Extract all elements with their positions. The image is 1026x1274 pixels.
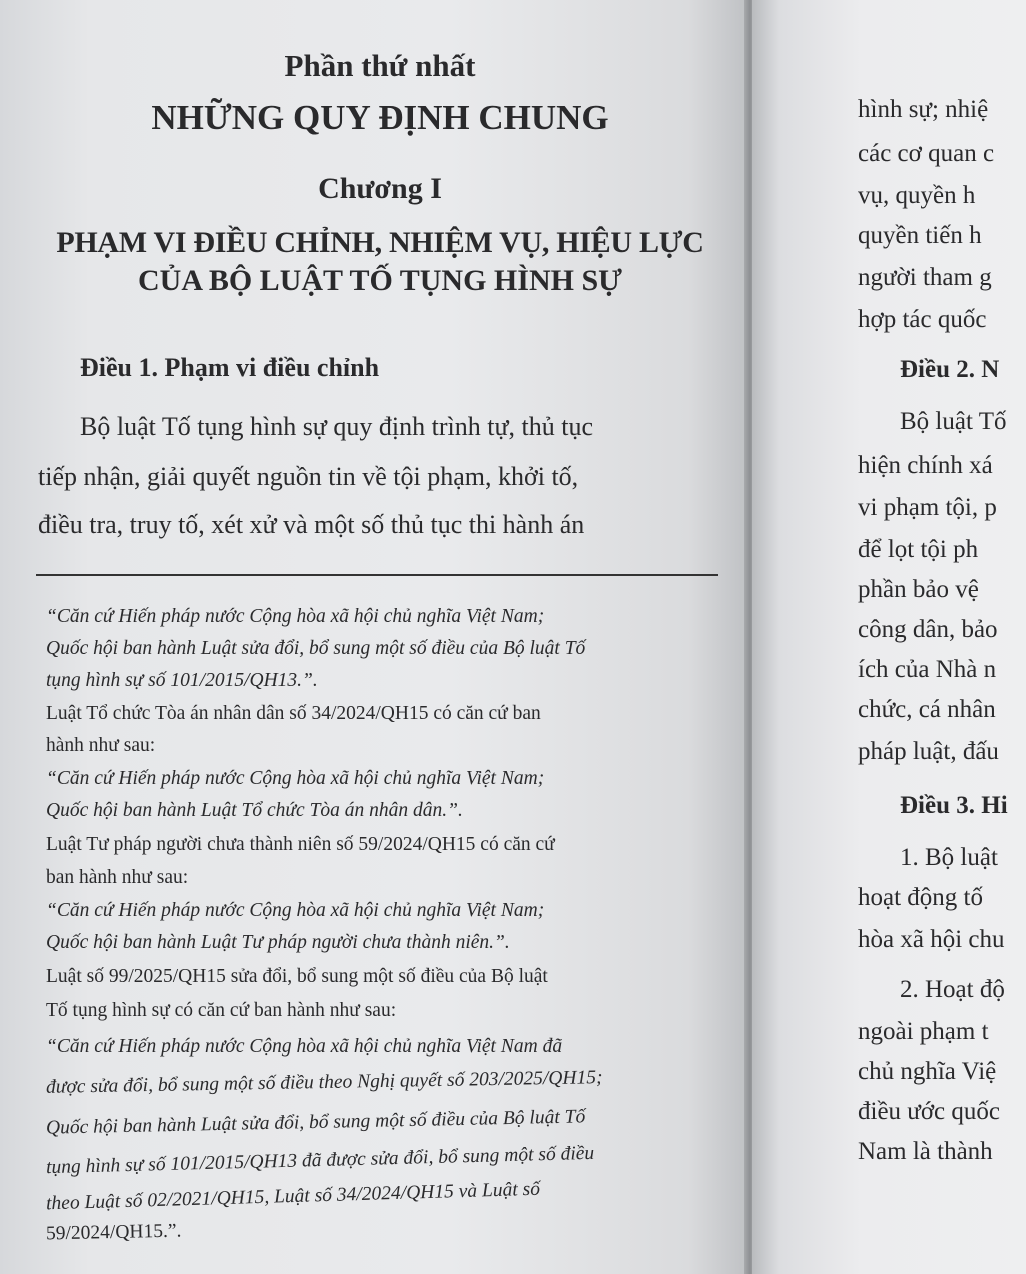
footnote-line-5: hành như sau: xyxy=(46,735,156,756)
footnote-line-17: tụng hình sự số 101/2015/QH13 đã được sửa đổi, bổ sung một số điều xyxy=(45,1142,595,1179)
chapter-title-line-2: CỦA BỘ LUẬT TỐ TỤNG HÌNH SỰ xyxy=(138,264,622,297)
right-line-20: hòa xã hội chu xyxy=(858,926,1005,953)
footnote-line-10: “Căn cứ Hiến pháp nước Cộng hòa xã hội chủ nghĩa Việt Nam; xyxy=(46,900,545,921)
footnote-line-7: Quốc hội ban hành Luật Tổ chức Tòa án nhân dân.”. xyxy=(46,800,463,821)
right-line-16: pháp luật, đấu xyxy=(858,738,999,765)
body-line-2: tiếp nhận, giải quyết nguồn tin về tội phạm, khởi tố, xyxy=(38,462,579,491)
right-line-15: chức, cá nhân xyxy=(858,696,996,723)
right-line-12: phần bảo vệ xyxy=(858,576,979,603)
footnote-line-9: ban hành như sau: xyxy=(46,867,189,888)
footnote-line-4: Luật Tổ chức Tòa án nhân dân số 34/2024/QH15 có căn cứ ban xyxy=(46,703,541,724)
footnote-line-18: theo Luật số 02/2021/QH15, Luật số 34/2024/QH15 và Luật số xyxy=(45,1178,541,1215)
right-line-4: quyền tiến h xyxy=(858,222,982,249)
right-line-14: ích của Nhà n xyxy=(858,656,997,683)
footnote-rule xyxy=(36,574,718,576)
right-line-6: hợp tác quốc xyxy=(858,306,987,333)
right-line-18: 1. Bộ luật xyxy=(900,844,998,871)
right-line-19: hoạt động tố xyxy=(858,884,983,911)
right-line-24: điều ước quốc xyxy=(858,1098,1001,1125)
right-line-23: chủ nghĩa Việ xyxy=(858,1058,997,1085)
footnote-line-2: Quốc hội ban hành Luật sửa đổi, bổ sung một số điều của Bộ luật Tố xyxy=(46,638,586,659)
footnote-line-12: Luật số 99/2025/QH15 sửa đổi, bổ sung một số điều của Bộ luật xyxy=(46,966,548,987)
right-line-9: hiện chính xá xyxy=(858,452,993,479)
right-line-1: hình sự; nhiệ xyxy=(858,96,989,123)
footnote-line-19: 59/2024/QH15.”. xyxy=(45,1220,182,1245)
right-line-2: các cơ quan c xyxy=(858,140,995,167)
right-line-11: để lọt tội ph xyxy=(858,536,979,563)
right-article-3-title: Điều 3. Hi xyxy=(900,792,1008,819)
right-line-22: ngoài phạm t xyxy=(858,1018,989,1045)
footnote-line-1: “Căn cứ Hiến pháp nước Cộng hòa xã hội chủ nghĩa Việt Nam; xyxy=(46,606,545,627)
footnote-line-16: Quốc hội ban hành Luật sửa đổi, bổ sung một số điều của Bộ luật Tố xyxy=(45,1106,586,1139)
right-line-21: 2. Hoạt độ xyxy=(900,976,1005,1003)
footnote-line-11: Quốc hội ban hành Luật Tư pháp người chưa thành niên.”. xyxy=(46,932,510,953)
right-article-2-title: Điều 2. N xyxy=(900,356,1000,383)
part-title: Phần thứ nhất xyxy=(284,48,476,83)
footnote-line-8: Luật Tư pháp người chưa thành niên số 59/2024/QH15 có căn cứ xyxy=(46,834,555,855)
body-line-3: điều tra, truy tố, xét xử và một số thủ tục thi hành án xyxy=(38,510,585,539)
section-title: NHỮNG QUY ĐỊNH CHUNG xyxy=(151,98,609,137)
footnote-line-14: “Căn cứ Hiến pháp nước Cộng hòa xã hội chủ nghĩa Việt Nam đã xyxy=(46,1036,563,1057)
right-line-3: vụ, quyền h xyxy=(858,182,976,209)
footnote-line-13: Tố tụng hình sự có căn cứ ban hành như sau: xyxy=(46,1000,397,1021)
footnote-line-15: được sửa đổi, bổ sung một số điều theo Nghị quyết số 203/2025/QH15; xyxy=(45,1067,603,1098)
chapter-heading: Chương I xyxy=(318,172,442,205)
right-line-25: Nam là thành xyxy=(858,1138,993,1165)
chapter-title-line-1: PHẠM VI ĐIỀU CHỈNH, NHIỆM VỤ, HIỆU LỰC xyxy=(56,226,704,259)
right-line-5: người tham g xyxy=(858,264,992,291)
body-line-1: Bộ luật Tố tụng hình sự quy định trình tự, thủ tục xyxy=(80,412,594,441)
right-line-8: Bộ luật Tố xyxy=(900,408,1007,435)
footnote-line-6: “Căn cứ Hiến pháp nước Cộng hòa xã hội chủ nghĩa Việt Nam; xyxy=(46,768,545,789)
article-1-title: Điều 1. Phạm vi điều chỉnh xyxy=(80,353,380,382)
right-line-13: công dân, bảo xyxy=(858,616,998,643)
right-line-10: vi phạm tội, p xyxy=(858,494,997,521)
right-page xyxy=(752,0,1026,1274)
footnote-line-3: tụng hình sự số 101/2015/QH13.”. xyxy=(46,670,318,691)
